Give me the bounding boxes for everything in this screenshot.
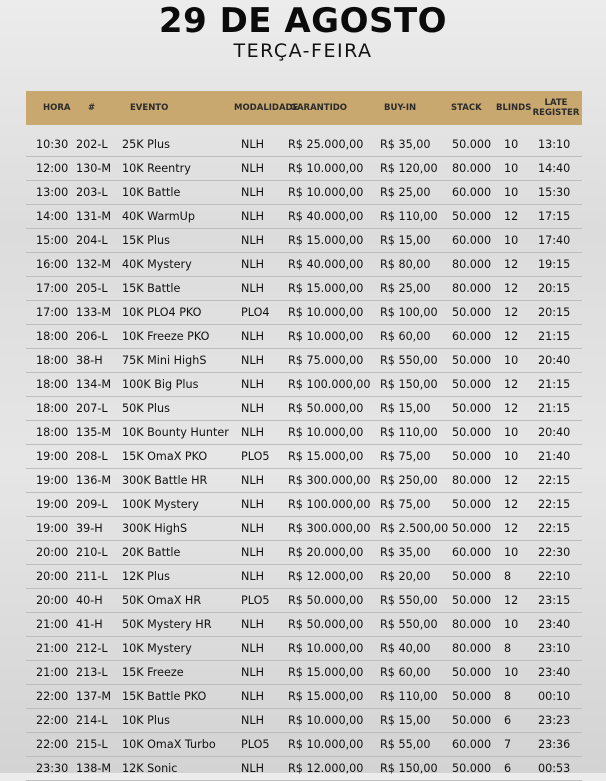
cell-blinds: 12 — [504, 522, 519, 535]
cell-blinds: 12 — [504, 594, 519, 607]
page-title: 29 DE AGOSTO — [158, 1, 448, 41]
cell-modalidade: NLH — [241, 162, 265, 175]
table-row — [26, 277, 582, 301]
cell-garantido: R$ 12.000,00 — [288, 762, 364, 775]
cell-buyin: R$ 40,00 — [380, 642, 431, 655]
cell-stack: 60.000 — [452, 186, 492, 199]
cell-hora: 14:00 — [36, 210, 69, 223]
cell-late: 22:15 — [538, 474, 571, 487]
cell-hora: 20:00 — [36, 594, 69, 607]
cell-garantido: R$ 100.000,00 — [288, 378, 371, 391]
cell-garantido: R$ 10.000,00 — [288, 426, 364, 439]
table-header — [26, 91, 582, 125]
cell-num: 205-L — [76, 282, 108, 295]
cell-evento: 75K Mini HighS — [122, 354, 207, 367]
cell-garantido: R$ 50.000,00 — [288, 594, 364, 607]
column-header-num: # — [88, 103, 96, 113]
cell-num: 38-H — [76, 354, 103, 367]
cell-buyin: R$ 35,00 — [380, 546, 431, 559]
cell-buyin: R$ 120,00 — [380, 162, 438, 175]
cell-modalidade: PLO5 — [241, 450, 270, 463]
cell-stack: 60.000 — [452, 546, 492, 559]
cell-hora: 16:00 — [36, 258, 69, 271]
cell-late: 17:40 — [538, 234, 571, 247]
cell-modalidade: NLH — [241, 426, 265, 439]
cell-buyin: R$ 60,00 — [380, 330, 431, 343]
cell-modalidade: NLH — [241, 618, 265, 631]
cell-num: 203-L — [76, 186, 108, 199]
column-header-blinds: BLINDS — [496, 103, 532, 113]
cell-hora: 18:00 — [36, 330, 69, 343]
cell-late: 14:40 — [538, 162, 571, 175]
cell-hora: 19:00 — [36, 522, 69, 535]
table-row — [26, 493, 582, 517]
cell-hora: 18:00 — [36, 426, 69, 439]
cell-num: 211-L — [76, 570, 108, 583]
cell-late: 22:10 — [538, 570, 571, 583]
cell-num: 208-L — [76, 450, 108, 463]
cell-garantido: R$ 15.000,00 — [288, 450, 364, 463]
cell-evento: 100K Big Plus — [122, 378, 199, 391]
cell-evento: 50K Mystery HR — [122, 618, 212, 631]
cell-blinds: 10 — [504, 450, 519, 463]
cell-num: 39-H — [76, 522, 103, 535]
cell-modalidade: NLH — [241, 258, 265, 271]
cell-blinds: 6 — [504, 762, 512, 775]
cell-late: 20:40 — [538, 354, 571, 367]
table-row — [26, 373, 582, 397]
cell-num: 41-H — [76, 618, 103, 631]
cell-modalidade: NLH — [241, 138, 265, 151]
cell-modalidade: PLO5 — [241, 738, 270, 751]
column-header-evento: EVENTO — [130, 103, 169, 113]
cell-late: 21:15 — [538, 402, 571, 415]
cell-hora: 18:00 — [36, 402, 69, 415]
cell-blinds: 10 — [504, 138, 519, 151]
cell-garantido: R$ 12.000,00 — [288, 570, 364, 583]
table-row — [26, 421, 582, 445]
cell-garantido: R$ 10.000,00 — [288, 162, 364, 175]
cell-evento: 10K Bounty Hunter — [122, 426, 229, 439]
cell-hora: 18:00 — [36, 378, 69, 391]
table-row — [26, 613, 582, 637]
column-header-late-register: LATE REGISTER — [532, 98, 580, 118]
cell-num: 130-M — [76, 162, 112, 175]
cell-evento: 10K PLO4 PKO — [122, 306, 202, 319]
cell-evento: 25K Plus — [122, 138, 170, 151]
cell-evento: 12K Sonic — [122, 762, 178, 775]
table-row — [26, 589, 582, 613]
cell-stack: 50.000 — [452, 666, 492, 679]
cell-late: 13:10 — [538, 138, 571, 151]
cell-buyin: R$ 15,00 — [380, 402, 431, 415]
cell-hora: 19:00 — [36, 474, 69, 487]
cell-evento: 12K Plus — [122, 570, 170, 583]
cell-hora: 21:00 — [36, 642, 69, 655]
column-header-hora: HORA — [43, 103, 71, 113]
cell-garantido: R$ 300.000,00 — [288, 474, 371, 487]
cell-stack: 50.000 — [452, 210, 492, 223]
cell-hora: 21:00 — [36, 666, 69, 679]
cell-garantido: R$ 300.000,00 — [288, 522, 371, 535]
cell-buyin: R$ 80,00 — [380, 258, 431, 271]
table-row — [26, 709, 582, 733]
cell-modalidade: NLH — [241, 330, 265, 343]
cell-stack: 50.000 — [452, 594, 492, 607]
cell-hora: 22:00 — [36, 714, 69, 727]
cell-stack: 50.000 — [452, 714, 492, 727]
cell-garantido: R$ 40.000,00 — [288, 258, 364, 271]
table-row — [26, 685, 582, 709]
page-subtitle: TERÇA-FEIRA — [233, 40, 373, 62]
cell-late: 21:15 — [538, 378, 571, 391]
table-row — [26, 517, 582, 541]
cell-buyin: R$ 15,00 — [380, 234, 431, 247]
cell-garantido: R$ 75.000,00 — [288, 354, 364, 367]
cell-evento: 40K Mystery — [122, 258, 192, 271]
cell-blinds: 12 — [504, 498, 519, 511]
cell-buyin: R$ 150,00 — [380, 378, 438, 391]
cell-buyin: R$ 55,00 — [380, 738, 431, 751]
cell-garantido: R$ 50.000,00 — [288, 618, 364, 631]
cell-hora: 20:00 — [36, 570, 69, 583]
cell-evento: 50K OmaX HR — [122, 594, 202, 607]
cell-late: 00:10 — [538, 690, 571, 703]
cell-num: 215-L — [76, 738, 108, 751]
cell-late: 20:15 — [538, 306, 571, 319]
cell-blinds: 12 — [504, 474, 519, 487]
cell-garantido: R$ 10.000,00 — [288, 306, 364, 319]
cell-num: 136-M — [76, 474, 112, 487]
cell-num: 202-L — [76, 138, 108, 151]
cell-stack: 50.000 — [452, 762, 492, 775]
table-row — [26, 205, 582, 229]
cell-modalidade: PLO5 — [241, 594, 270, 607]
table-row — [26, 397, 582, 421]
table-row — [26, 733, 582, 757]
cell-blinds: 6 — [504, 714, 512, 727]
cell-blinds: 12 — [504, 402, 519, 415]
cell-evento: 300K Battle HR — [122, 474, 208, 487]
cell-buyin: R$ 60,00 — [380, 666, 431, 679]
cell-hora: 19:00 — [36, 498, 69, 511]
cell-blinds: 12 — [504, 378, 519, 391]
cell-hora: 13:00 — [36, 186, 69, 199]
cell-buyin: R$ 110,00 — [380, 690, 438, 703]
cell-garantido: R$ 10.000,00 — [288, 738, 364, 751]
cell-num: 209-L — [76, 498, 108, 511]
table-row — [26, 565, 582, 589]
cell-blinds: 10 — [504, 546, 519, 559]
cell-buyin: R$ 20,00 — [380, 570, 431, 583]
cell-num: 212-L — [76, 642, 108, 655]
cell-modalidade: NLH — [241, 282, 265, 295]
cell-modalidade: PLO4 — [241, 306, 270, 319]
cell-num: 135-M — [76, 426, 112, 439]
cell-late: 23:10 — [538, 642, 571, 655]
cell-modalidade: NLH — [241, 690, 265, 703]
cell-late: 23:40 — [538, 618, 571, 631]
cell-buyin: R$ 25,00 — [380, 282, 431, 295]
cell-blinds: 10 — [504, 354, 519, 367]
cell-modalidade: NLH — [241, 234, 265, 247]
cell-buyin: R$ 2.500,00 — [380, 522, 449, 535]
cell-hora: 12:00 — [36, 162, 69, 175]
cell-num: 132-M — [76, 258, 112, 271]
cell-modalidade: NLH — [241, 522, 265, 535]
table-row — [26, 253, 582, 277]
cell-hora: 18:00 — [36, 354, 69, 367]
table-row — [26, 349, 582, 373]
table-row — [26, 157, 582, 181]
cell-late: 21:40 — [538, 450, 571, 463]
cell-stack: 80.000 — [452, 474, 492, 487]
cell-modalidade: NLH — [241, 498, 265, 511]
table-row — [26, 661, 582, 685]
cell-evento: 300K HighS — [122, 522, 188, 535]
cell-late: 22:30 — [538, 546, 571, 559]
cell-garantido: R$ 15.000,00 — [288, 690, 364, 703]
cell-blinds: 7 — [504, 738, 512, 751]
cell-late: 00:53 — [538, 762, 571, 775]
cell-buyin: R$ 150,00 — [380, 762, 438, 775]
table-row — [26, 445, 582, 469]
cell-evento: 10K Plus — [122, 714, 170, 727]
cell-buyin: R$ 100,00 — [380, 306, 438, 319]
cell-evento: 15K OmaX PKO — [122, 450, 208, 463]
cell-buyin: R$ 550,00 — [380, 354, 438, 367]
table-row — [26, 181, 582, 205]
cell-blinds: 10 — [504, 162, 519, 175]
cell-hora: 22:00 — [36, 738, 69, 751]
cell-stack: 60.000 — [452, 234, 492, 247]
cell-buyin: R$ 550,00 — [380, 618, 438, 631]
cell-buyin: R$ 550,00 — [380, 594, 438, 607]
cell-garantido: R$ 15.000,00 — [288, 282, 364, 295]
cell-evento: 15K Battle PKO — [122, 690, 207, 703]
cell-hora: 15:00 — [36, 234, 69, 247]
cell-num: 213-L — [76, 666, 108, 679]
cell-blinds: 10 — [504, 666, 519, 679]
cell-stack: 60.000 — [452, 330, 492, 343]
cell-evento: 15K Battle — [122, 282, 181, 295]
cell-blinds: 10 — [504, 426, 519, 439]
cell-stack: 80.000 — [452, 642, 492, 655]
cell-late: 21:15 — [538, 330, 571, 343]
cell-modalidade: NLH — [241, 714, 265, 727]
cell-num: 210-L — [76, 546, 108, 559]
column-header-stack: STACK — [451, 103, 482, 113]
cell-blinds: 12 — [504, 306, 519, 319]
cell-buyin: R$ 35,00 — [380, 138, 431, 151]
cell-stack: 50.000 — [452, 522, 492, 535]
cell-modalidade: NLH — [241, 546, 265, 559]
cell-garantido: R$ 10.000,00 — [288, 330, 364, 343]
cell-modalidade: NLH — [241, 666, 265, 679]
cell-blinds: 10 — [504, 186, 519, 199]
cell-num: 137-M — [76, 690, 112, 703]
cell-late: 20:15 — [538, 282, 571, 295]
cell-buyin: R$ 75,00 — [380, 450, 431, 463]
cell-hora: 22:00 — [36, 690, 69, 703]
cell-stack: 50.000 — [452, 378, 492, 391]
cell-buyin: R$ 75,00 — [380, 498, 431, 511]
cell-modalidade: NLH — [241, 402, 265, 415]
cell-late: 15:30 — [538, 186, 571, 199]
cell-evento: 15K Plus — [122, 234, 170, 247]
table-row — [26, 325, 582, 349]
cell-modalidade: NLH — [241, 210, 265, 223]
cell-buyin: R$ 110,00 — [380, 426, 438, 439]
cell-buyin: R$ 250,00 — [380, 474, 438, 487]
cell-hora: 10:30 — [36, 138, 69, 151]
cell-modalidade: NLH — [241, 642, 265, 655]
cell-garantido: R$ 10.000,00 — [288, 186, 364, 199]
cell-evento: 10K Freeze PKO — [122, 330, 210, 343]
cell-garantido: R$ 10.000,00 — [288, 714, 364, 727]
cell-garantido: R$ 25.000,00 — [288, 138, 364, 151]
cell-blinds: 12 — [504, 330, 519, 343]
cell-stack: 50.000 — [452, 450, 492, 463]
cell-evento: 20K Battle — [122, 546, 181, 559]
cell-late: 17:15 — [538, 210, 571, 223]
table-row — [26, 757, 582, 781]
cell-num: 207-L — [76, 402, 108, 415]
cell-evento: 10K Reentry — [122, 162, 191, 175]
cell-num: 134-M — [76, 378, 112, 391]
cell-modalidade: NLH — [241, 474, 265, 487]
cell-modalidade: NLH — [241, 354, 265, 367]
cell-hora: 17:00 — [36, 306, 69, 319]
cell-stack: 50.000 — [452, 498, 492, 511]
cell-evento: 10K Battle — [122, 186, 181, 199]
cell-late: 19:15 — [538, 258, 571, 271]
cell-stack: 50.000 — [452, 690, 492, 703]
cell-garantido: R$ 40.000,00 — [288, 210, 364, 223]
cell-garantido: R$ 15.000,00 — [288, 666, 364, 679]
cell-stack: 80.000 — [452, 162, 492, 175]
cell-late: 22:15 — [538, 498, 571, 511]
cell-num: 214-L — [76, 714, 108, 727]
cell-blinds: 8 — [504, 690, 512, 703]
cell-hora: 23:30 — [36, 762, 69, 775]
table-row — [26, 301, 582, 325]
cell-late: 23:36 — [538, 738, 571, 751]
cell-evento: 100K Mystery — [122, 498, 199, 511]
cell-stack: 50.000 — [452, 138, 492, 151]
cell-garantido: R$ 20.000,00 — [288, 546, 364, 559]
cell-late: 23:40 — [538, 666, 571, 679]
cell-stack: 50.000 — [452, 354, 492, 367]
cell-buyin: R$ 25,00 — [380, 186, 431, 199]
cell-evento: 50K Plus — [122, 402, 170, 415]
cell-evento: 10K OmaX Turbo — [122, 738, 216, 751]
table-row — [26, 541, 582, 565]
cell-buyin: R$ 110,00 — [380, 210, 438, 223]
cell-num: 133-M — [76, 306, 112, 319]
cell-blinds: 8 — [504, 642, 512, 655]
table-row — [26, 637, 582, 661]
cell-late: 22:15 — [538, 522, 571, 535]
cell-modalidade: NLH — [241, 570, 265, 583]
cell-blinds: 12 — [504, 258, 519, 271]
cell-num: 138-M — [76, 762, 112, 775]
cell-modalidade: NLH — [241, 186, 265, 199]
cell-garantido: R$ 10.000,00 — [288, 642, 364, 655]
cell-hora: 19:00 — [36, 450, 69, 463]
cell-modalidade: NLH — [241, 378, 265, 391]
cell-buyin: R$ 15,00 — [380, 714, 431, 727]
cell-stack: 50.000 — [452, 306, 492, 319]
column-header-modalidade: MODALIDADE — [234, 103, 299, 113]
cell-blinds: 8 — [504, 570, 512, 583]
cell-blinds: 10 — [504, 234, 519, 247]
cell-late: 23:15 — [538, 594, 571, 607]
cell-evento: 15K Freeze — [122, 666, 184, 679]
cell-blinds: 10 — [504, 618, 519, 631]
cell-hora: 20:00 — [36, 546, 69, 559]
cell-stack: 50.000 — [452, 570, 492, 583]
cell-stack: 50.000 — [452, 426, 492, 439]
cell-garantido: R$ 15.000,00 — [288, 234, 364, 247]
cell-stack: 80.000 — [452, 282, 492, 295]
column-header-garantido: GARANTIDO — [290, 103, 348, 113]
cell-modalidade: NLH — [241, 762, 265, 775]
cell-stack: 50.000 — [452, 402, 492, 415]
cell-evento: 40K WarmUp — [122, 210, 195, 223]
table-body — [26, 133, 582, 781]
cell-hora: 17:00 — [36, 282, 69, 295]
cell-late: 23:23 — [538, 714, 571, 727]
table-row — [26, 133, 582, 157]
cell-garantido: R$ 50.000,00 — [288, 402, 364, 415]
table-row — [26, 229, 582, 253]
column-header-buyin: BUY-IN — [384, 103, 417, 113]
cell-num: 40-H — [76, 594, 103, 607]
cell-num: 131-M — [76, 210, 112, 223]
cell-blinds: 12 — [504, 210, 519, 223]
cell-stack: 80.000 — [452, 258, 492, 271]
cell-garantido: R$ 100.000,00 — [288, 498, 371, 511]
table-row — [26, 469, 582, 493]
cell-hora: 21:00 — [36, 618, 69, 631]
cell-stack: 80.000 — [452, 618, 492, 631]
cell-stack: 60.000 — [452, 738, 492, 751]
cell-num: 204-L — [76, 234, 108, 247]
cell-evento: 10K Mystery — [122, 642, 192, 655]
cell-blinds: 12 — [504, 282, 519, 295]
cell-num: 206-L — [76, 330, 108, 343]
cell-late: 20:40 — [538, 426, 571, 439]
